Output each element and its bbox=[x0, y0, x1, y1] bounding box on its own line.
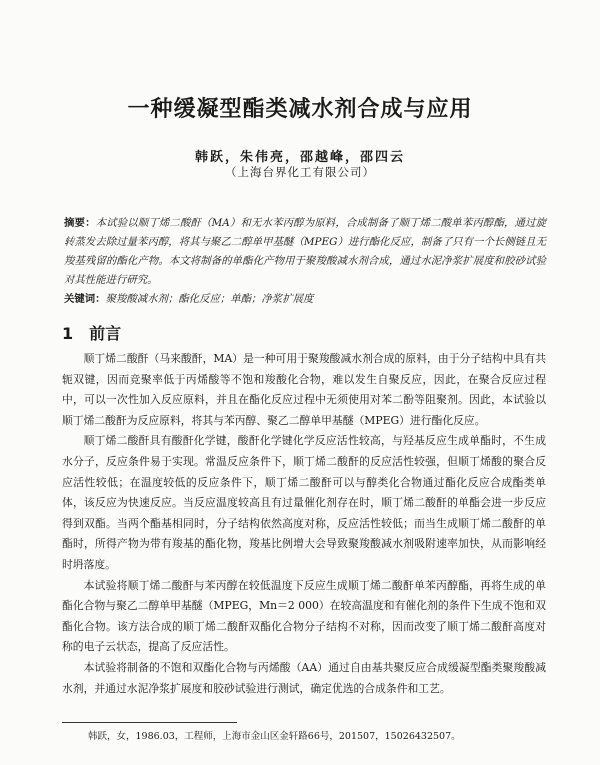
body-paragraph: 本试验将制备的不饱和双酯化合物与丙烯酸（AA）通过自由基共聚反应合成缓凝型酯类聚羧酸减水剂，并通过水泥净浆扩展度和胶砂试验进行测试，确定优选的合成条件和工艺。 bbox=[62, 660, 546, 695]
author-affiliation: （上海台界化工有限公司） bbox=[225, 165, 375, 179]
abstract-label: 摘要： bbox=[64, 217, 96, 229]
body-text bbox=[62, 349, 546, 699]
author-footnote: 韩跃，女，1986.03，工程师，上海市金山区金轩路66号，201507，15026432507。 bbox=[88, 731, 461, 742]
body-paragraph: 本试验将顺丁烯二酸酐与苯丙醇在较低温度下反应生成顺丁烯二酸酐单苯丙醇酯，再将生成的单酯化合物与聚乙二醇单甲基醚（MPEG，Mn＝2 000）在较高温度和有催化剂的条件下生成不饱和双酯化合物。该方法合成的顺丁烯二酸酐双酯化合物分子结构不对称，因而改变了顺丁烯二酸酐高度对称的电子云状态，提高了反应活性。 bbox=[62, 578, 546, 654]
keywords-label: 关键词： bbox=[64, 293, 106, 305]
author-list: 韩跃，朱伟亮，邵越峰，邵四云 bbox=[194, 150, 405, 165]
paper-title: 一种缓凝型酯类减水剂合成与应用 bbox=[127, 97, 473, 122]
body-paragraph: 顺丁烯二酸酐（马来酸酐，MA）是一种可用于聚羧酸减水剂合成的原料，由于分子结构中具有共轭双键，因而竞聚率低于丙烯酸等不饱和羧酸化合物，难以发生自聚反应，因此，在聚合反应过程中，可以一次性加入反应原料，并且在酯化反应过程中无须使用对苯二酚等阻聚剂。因此，本试验以顺丁烯二酸酐为反应原料，将其与苯丙醇、聚乙二醇单甲基醚（MPEG）进行酯化反应。 bbox=[62, 352, 546, 427]
section-title: 前言 bbox=[89, 324, 122, 343]
keywords bbox=[64, 290, 546, 309]
abstract-text: 本试验以顺丁烯二酸酐（MA）和无水苯丙醇为原料，合成制备了顺丁烯二酸单苯丙醇酯，通过旋转蒸发去除过量苯丙醇，将其与聚乙二醇单甲基醚（MPEG）进行酯化反应，制备了只有一个长侧链且无羧基残留的酯化产物。本文将制备的单酯化产物用于聚羧酸减水剂合成，通过水泥净浆扩展度和胶砂试验对其性能进行研究。 bbox=[64, 217, 547, 286]
abstract bbox=[64, 214, 546, 290]
body-paragraph: 顺丁烯二酸酐具有酸酐化学键，酸酐化学键化学反应活性较高，与羟基反应生成单酯时，不生成水分子，反应条件易于实现。常温反应条件下，顺丁烯二酸酐的反应活性较强，但顺丁烯酸的聚合反应活性较低；在温度较低的反应条件下，顺丁烯二酸酐可以与醇类化合物通过酯化反应合成酯类单体，该反应为快速反应。当反应温度较高且有过量催化剂存在时，顺丁烯二酸酐的单酯会进一步反应得到双酯。当两个酯基相同时，分子结构依然高度对称，反应活性较低；而当生成顺丁烯二酸酐的单酯时，所得产物为带有羧基的酯化物，羧基比例增大会导致聚羧酸减水剂吸附速率加快，从而影响经时坍落度。 bbox=[62, 434, 546, 571]
section-number: 1 bbox=[62, 324, 74, 343]
keywords-text: 聚羧酸减水剂；酯化反应；单酯；净浆扩展度 bbox=[105, 293, 314, 305]
footnote-divider bbox=[62, 722, 237, 723]
section-heading bbox=[62, 321, 121, 344]
